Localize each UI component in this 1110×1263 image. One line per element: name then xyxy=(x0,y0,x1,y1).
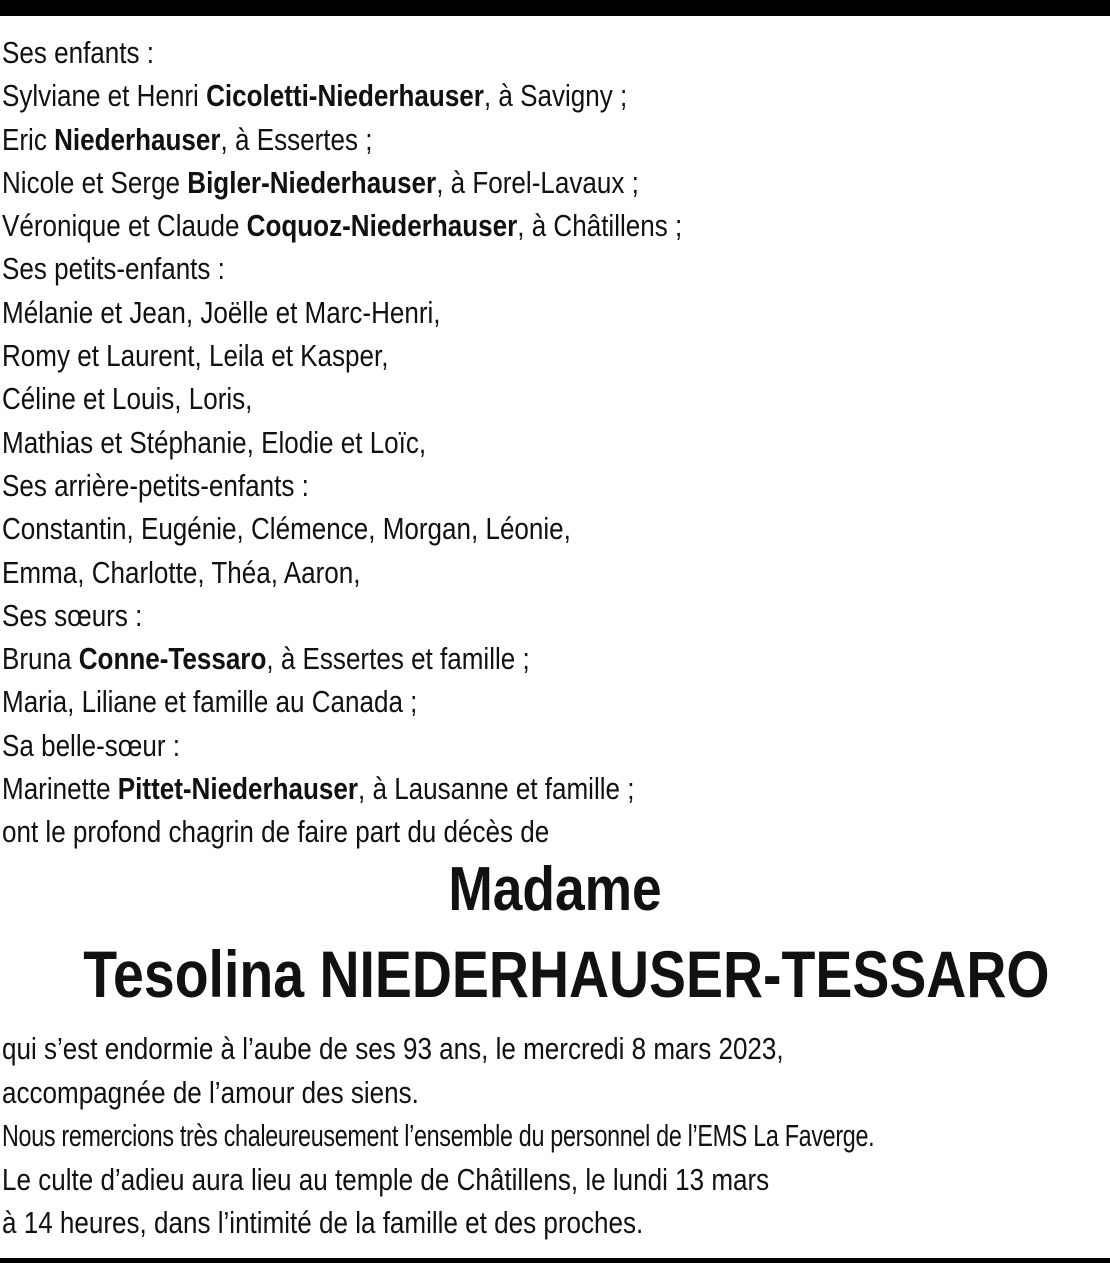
family-line-great-grandchildren-heading: Ses arrière-petits-enfants : xyxy=(2,467,309,503)
family-residence: , à Savigny ; xyxy=(483,78,628,114)
family-surname: Cicoletti-Niederhauser xyxy=(206,78,484,114)
top-border-rule xyxy=(0,0,1110,16)
family-line-grandchildren-heading: Ses petits-enfants : xyxy=(2,251,225,287)
closing-text xyxy=(2,1027,1108,1245)
family-line-child-4 xyxy=(2,204,931,247)
family-residence: , à Lausanne et famille ; xyxy=(358,771,635,807)
family-line-grandchildren-3: Céline et Louis, Loris, xyxy=(2,381,253,417)
family-line-grandchildren-4: Mathias et Stéphanie, Elodie et Loïc, xyxy=(2,424,427,460)
family-surname: Conne-Tessaro xyxy=(78,641,267,677)
family-line-great-grandchildren-1: Constantin, Eugénie, Clémence, Morgan, Léonie, xyxy=(2,511,571,547)
family-first-names: Marinette xyxy=(2,771,118,807)
closing-line-death: qui s’est endormie à l’aube de ses 93 ans, le mercredi 8 mars 2023, xyxy=(2,1031,784,1066)
family-first-names: Sylviane et Henri xyxy=(2,78,207,114)
family-residence: , à Essertes et famille ; xyxy=(266,641,530,677)
family-line-sister-1 xyxy=(2,637,931,680)
family-line-great-grandchildren-2: Emma, Charlotte, Théa, Aaron, xyxy=(2,554,361,590)
family-line-sisters-heading: Ses sœurs : xyxy=(2,597,143,633)
family-list xyxy=(2,31,1108,854)
family-line-child-2 xyxy=(2,118,931,161)
deceased-full-name: Tesolina NIEDERHAUSER-TESSARO xyxy=(83,937,1050,1011)
family-line-children-heading: Ses enfants : xyxy=(2,35,155,70)
family-line-grandchildren-1: Mélanie et Jean, Joëlle et Marc-Henri, xyxy=(2,294,441,330)
family-line-sister-in-law-heading: Sa belle-sœur : xyxy=(2,727,181,763)
family-first-names: Eric xyxy=(2,121,55,157)
family-surname: Bigler-Niederhauser xyxy=(187,164,437,200)
bottom-border-rule xyxy=(0,1258,1110,1263)
family-surname: Niederhauser xyxy=(54,121,221,157)
family-residence: , à Forel-Lavaux ; xyxy=(436,164,639,200)
family-first-names: Bruna xyxy=(2,641,79,677)
deceased-title: Madame xyxy=(448,855,662,924)
closing-line-accompanied: accompagnée de l’amour des siens. xyxy=(2,1074,419,1110)
family-first-names: Véronique et Claude xyxy=(2,208,247,244)
family-line-sister-2: Maria, Liliane et famille au Canada ; xyxy=(2,684,418,720)
closing-line-thanks: Nous remercions très chaleureusement l’ensemble du personnel de l’EMS La Faverge. xyxy=(2,1118,875,1153)
closing-line-service: Le culte d’adieu aura lieu au temple de Châtillens, le lundi 13 mars xyxy=(2,1161,770,1197)
family-line-child-3 xyxy=(2,161,931,204)
family-surname: Coquoz-Niederhauser xyxy=(246,208,518,244)
family-line-grandchildren-2: Romy et Laurent, Leila et Kasper, xyxy=(2,338,389,374)
closing-line-service-time: à 14 heures, dans l’intimité de la famille et des proches. xyxy=(2,1205,644,1240)
family-line-child-1 xyxy=(2,74,931,117)
family-line-sister-in-law-1 xyxy=(2,767,931,810)
deceased-name-block xyxy=(0,852,1110,1020)
family-residence: , à Essertes ; xyxy=(220,121,373,157)
family-line-announcement-intro: ont le profond chagrin de faire part du décès de xyxy=(2,814,550,850)
family-surname: Pittet-Niederhauser xyxy=(117,771,359,807)
family-residence: , à Châtillens ; xyxy=(517,208,683,244)
family-first-names: Nicole et Serge xyxy=(2,164,188,200)
